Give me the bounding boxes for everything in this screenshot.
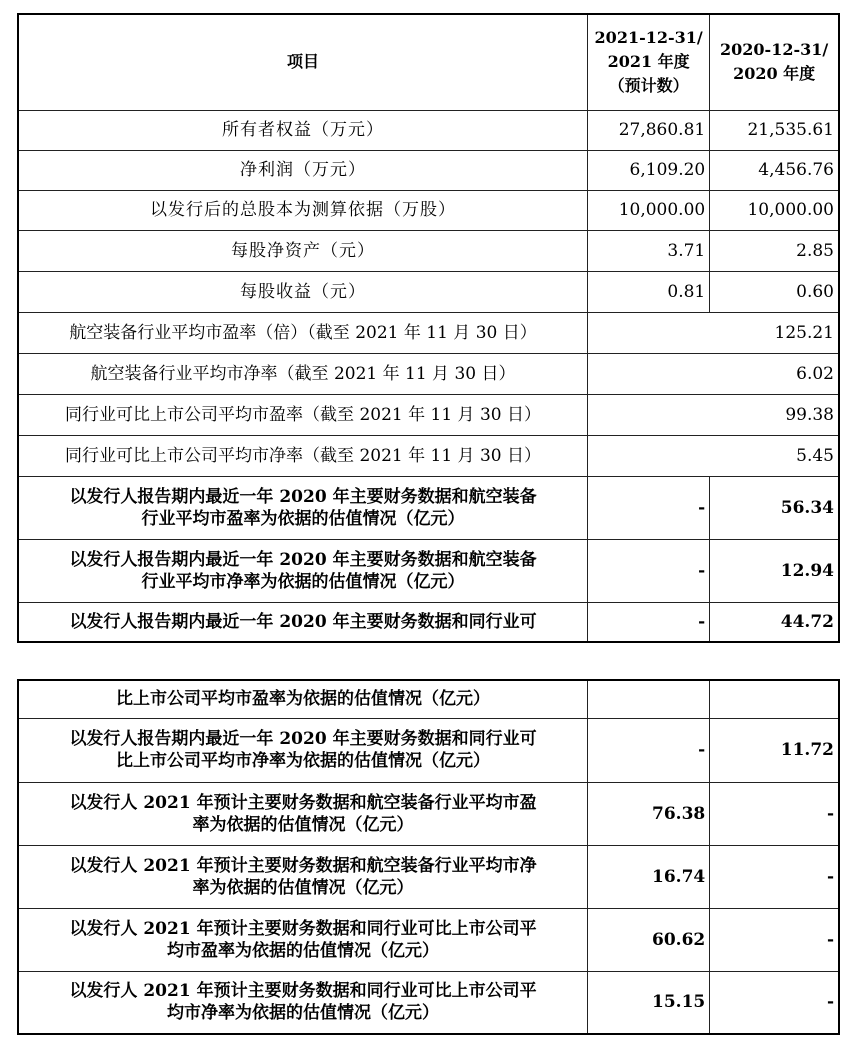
valuation-value-2020: 12.94 xyxy=(710,539,839,602)
industry-label: 航空装备行业平均市盈率（倍）（截至 2021 年 11 月 30 日） xyxy=(18,312,588,353)
table-row xyxy=(18,476,839,539)
valuation-value-2021: - xyxy=(588,718,710,782)
valuation-label-line: 率为依据的估值情况（亿元） xyxy=(192,814,414,835)
industry-value: 99.38 xyxy=(588,394,839,435)
valuation-label-line: 以发行人报告期内最近一年 2020 年主要财务数据和同行业可 xyxy=(69,729,537,749)
row-label: 以发行后的总股本为测算依据（万股） xyxy=(18,190,588,230)
row-value-2020: 2.85 xyxy=(710,230,839,271)
row-label: 净利润（万元） xyxy=(18,150,588,190)
valuation-label-line: 比上市公司平均市盈率为依据的估值情况（亿元） xyxy=(116,689,491,710)
table-row xyxy=(18,782,839,845)
valuation-value-2021: - xyxy=(588,602,710,642)
valuation-value-2020: - xyxy=(710,908,839,971)
row-value-2021: 27,860.81 xyxy=(588,110,710,150)
header-2021-cell xyxy=(588,14,710,110)
valuation-value-2020: 56.34 xyxy=(710,476,839,539)
row-value-2020: 21,535.61 xyxy=(710,110,839,150)
valuation-label-line: 均市盈率为依据的估值情况（亿元） xyxy=(167,940,440,961)
industry-value: 6.02 xyxy=(588,353,839,394)
valuation-label xyxy=(18,782,588,845)
row-label: 每股净资产（元） xyxy=(18,230,588,271)
table-header-row xyxy=(18,14,839,110)
row-value-2020: 10,000.00 xyxy=(710,190,839,230)
valuation-label xyxy=(18,845,588,908)
valuation-value-2021: 15.15 xyxy=(588,971,710,1034)
industry-label: 同行业可比上市公司平均市盈率（截至 2021 年 11 月 30 日） xyxy=(18,394,588,435)
row-value-2021: 3.71 xyxy=(588,230,710,271)
header-2020-line-1: 2020-12-31/ xyxy=(720,40,829,60)
table-row xyxy=(18,680,839,718)
valuation-value-2021: 76.38 xyxy=(588,782,710,845)
valuation-label-line: 行业平均市净率为依据的估值情况（亿元） xyxy=(141,571,465,592)
valuation-value-2021 xyxy=(588,680,710,718)
valuation-label-line: 以发行人 2021 年预计主要财务数据和航空装备行业平均市盈 xyxy=(69,792,537,813)
valuation-value-2020: 44.72 xyxy=(710,602,839,642)
valuation-label-line: 以发行人 2021 年预计主要财务数据和航空装备行业平均市净 xyxy=(69,855,537,876)
header-item-label: 项目 xyxy=(287,52,320,72)
industry-label: 航空装备行业平均市净率（截至 2021 年 11 月 30 日） xyxy=(18,353,588,394)
valuation-label-line: 以发行人报告期内最近一年 2020 年主要财务数据和航空装备 xyxy=(69,549,537,570)
header-2021-line-1: 2021-12-31/ xyxy=(594,28,703,48)
valuation-value-2020 xyxy=(710,680,839,718)
table-row xyxy=(18,353,839,394)
valuation-label xyxy=(18,971,588,1034)
row-value-2021: 0.81 xyxy=(588,271,710,312)
row-value-2021: 6,109.20 xyxy=(588,150,710,190)
valuation-label-line: 率为依据的估值情况（亿元） xyxy=(192,877,414,898)
valuation-label xyxy=(18,476,588,539)
header-2020-cell xyxy=(710,14,839,110)
header-item-cell xyxy=(18,14,588,110)
header-2020-line-2: 2020 年度 xyxy=(733,64,816,84)
row-value-2021: 10,000.00 xyxy=(588,190,710,230)
table-row xyxy=(18,908,839,971)
valuation-value-2021: 60.62 xyxy=(588,908,710,971)
table-row xyxy=(18,539,839,602)
valuation-label-line: 比上市公司平均市净率为依据的估值情况（亿元） xyxy=(116,751,491,771)
industry-value: 125.21 xyxy=(588,312,839,353)
row-label: 所有者权益（万元） xyxy=(18,110,588,150)
valuation-table-part-2 xyxy=(17,679,840,1035)
valuation-value-2021: 16.74 xyxy=(588,845,710,908)
valuation-label xyxy=(18,680,588,718)
table-row xyxy=(18,971,839,1034)
table-row xyxy=(18,190,839,230)
table-row xyxy=(18,312,839,353)
valuation-value-2021: - xyxy=(588,476,710,539)
table-row xyxy=(18,845,839,908)
table-row xyxy=(18,718,839,782)
valuation-label-line: 以发行人 2021 年预计主要财务数据和同行业可比上市公司平 xyxy=(69,918,537,939)
table-row xyxy=(18,150,839,190)
valuation-label xyxy=(18,718,588,782)
valuation-label xyxy=(18,602,588,642)
valuation-label-line: 以发行人 2021 年预计主要财务数据和同行业可比上市公司平 xyxy=(69,981,537,1002)
table-row xyxy=(18,110,839,150)
valuation-value-2020: - xyxy=(710,971,839,1034)
row-value-2020: 4,456.76 xyxy=(710,150,839,190)
table-row xyxy=(18,271,839,312)
table-row xyxy=(18,435,839,476)
valuation-label-line: 以发行人报告期内最近一年 2020 年主要财务数据和航空装备 xyxy=(69,486,537,507)
table-row xyxy=(18,602,839,642)
header-2021-line-2: 2021 年度 xyxy=(607,52,690,72)
valuation-value-2020: - xyxy=(710,845,839,908)
valuation-label-line: 均市净率为依据的估值情况（亿元） xyxy=(167,1003,440,1024)
table-row xyxy=(18,230,839,271)
valuation-value-2021: - xyxy=(588,539,710,602)
valuation-label-line: 行业平均市盈率为依据的估值情况（亿元） xyxy=(141,508,465,529)
table-row xyxy=(18,394,839,435)
row-value-2020: 0.60 xyxy=(710,271,839,312)
valuation-value-2020: - xyxy=(710,782,839,845)
row-label: 每股收益（元） xyxy=(18,271,588,312)
valuation-value-2020: 11.72 xyxy=(710,718,839,782)
valuation-table-part-1 xyxy=(17,13,840,643)
header-2021-line-3: （预计数） xyxy=(608,76,689,96)
industry-label: 同行业可比上市公司平均市净率（截至 2021 年 11 月 30 日） xyxy=(18,435,588,476)
valuation-label-line: 以发行人报告期内最近一年 2020 年主要财务数据和同行业可 xyxy=(69,611,537,632)
valuation-label xyxy=(18,539,588,602)
valuation-label xyxy=(18,908,588,971)
industry-value: 5.45 xyxy=(588,435,839,476)
